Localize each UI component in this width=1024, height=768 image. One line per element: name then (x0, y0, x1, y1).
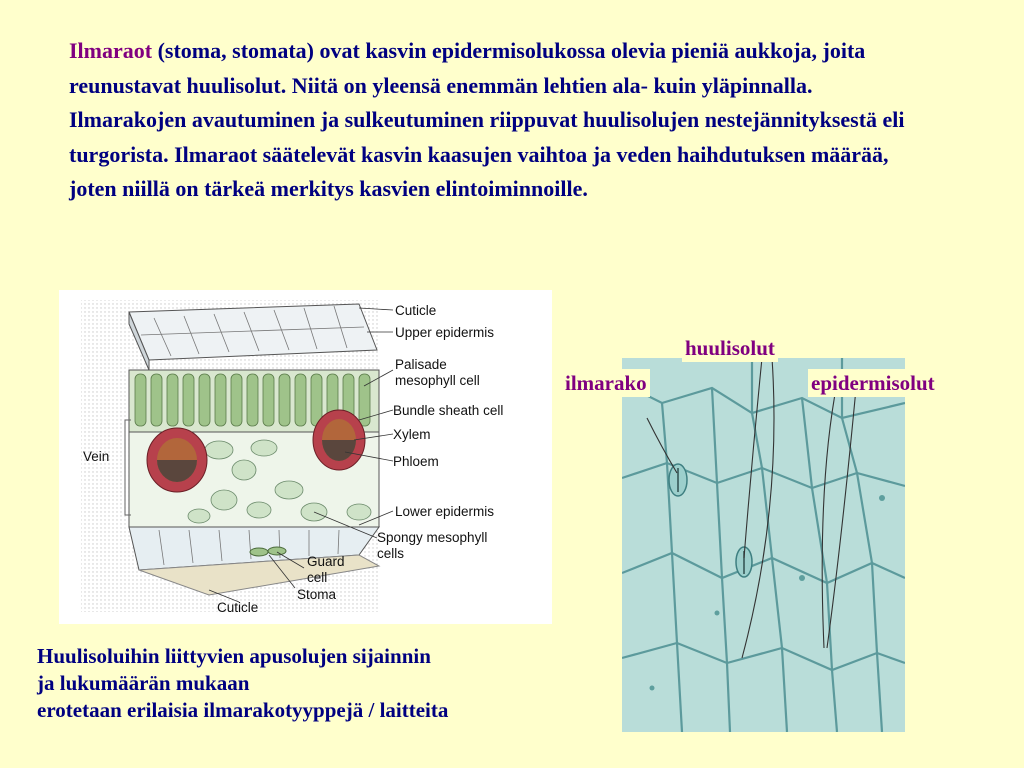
leaf-diagram-svg (59, 290, 552, 624)
caption-line-1: Huulisoluihin liittyvien apusolujen sijainnin (37, 644, 431, 668)
caption-line-2: ja lukumäärän mukaan (37, 671, 250, 695)
label-spongy-2: cells (377, 546, 405, 561)
label-upper-epidermis: Upper epidermis (395, 325, 495, 340)
vein-right (313, 410, 365, 470)
label-palisade-2: mesophyll cell (395, 373, 480, 388)
label-stoma-pore: ilmarako (562, 369, 650, 397)
intro-paragraph (69, 34, 919, 207)
label-epidermal-cells: epidermisolut (808, 369, 938, 397)
intro-text: (stoma, stomata) ovat kasvin epidermisolukossa olevia pieniä aukkoja, joita reunustavat huulisolut. Niitä on yleensä enemmän lehtien ala- kuin yläpinnalla. Ilmarakojen avautuminen ja sulkeutuminen riippuvat huulisolujen nestejännityksestä eli turgorista. Ilmaraot säätelevät kasvin kaasujen vaihtoa ja veden haihdutuksen määrää, joten niillä on tärkeä merkitys kasvien elintoiminnoille. (69, 38, 905, 201)
intro-term: Ilmaraot (69, 38, 153, 63)
label-xylem: Xylem (393, 427, 431, 442)
label-vein: Vein (83, 449, 110, 464)
label-stoma: Stoma (297, 587, 337, 602)
epidermis-micrograph (622, 358, 905, 732)
label-lower-epidermis: Lower epidermis (395, 504, 495, 519)
label-cuticle-top: Cuticle (395, 303, 437, 318)
label-spongy-1: Spongy mesophyll (377, 530, 488, 545)
label-guard-2: cell (307, 570, 328, 585)
label-cuticle-bottom: Cuticle (217, 600, 259, 615)
label-guard-1: Guard (307, 554, 345, 569)
label-palisade-1: Palisade (395, 357, 447, 372)
caption (37, 643, 617, 724)
label-phloem: Phloem (393, 454, 439, 469)
caption-line-3: erotetaan erilaisia ilmarakotyyppejä / laitteita (37, 698, 449, 722)
vein-left (147, 428, 207, 492)
micrograph-svg (622, 358, 905, 732)
label-bundle-sheath: Bundle sheath cell (393, 403, 504, 418)
label-guard-cells: huulisolut (682, 334, 778, 362)
leaf-cross-section-diagram (59, 290, 552, 624)
